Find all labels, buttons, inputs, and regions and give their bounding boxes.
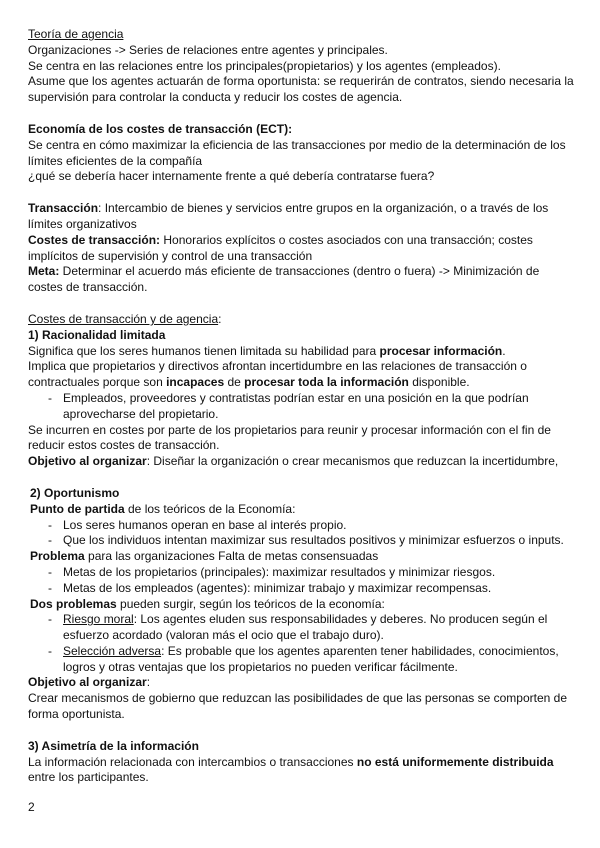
bold-text: procesar información	[379, 343, 503, 358]
section-title-costs-text: Costes de transacción y de agencia	[28, 311, 219, 326]
paragraph	[28, 675, 576, 691]
paragraph	[28, 755, 576, 787]
colon: :	[146, 675, 151, 690]
bold-text: no está uniformemente distribuida	[356, 754, 554, 769]
spacer	[28, 185, 576, 201]
term-text: Honorarios explícitos o costes asociados con una transacción; costes implícitos de supervisión y control de una transacción	[28, 232, 533, 263]
term-label: Dos problemas	[30, 596, 117, 611]
paragraph: Asume que los agentes actuarán de forma oportunista: se requerirán de contratos, siendo necesaria la supervisión para controlar la conducta y reducir los costes de agencia.	[28, 74, 574, 105]
paragraph	[28, 502, 576, 518]
section-title-ect-text: Economía de los costes de transacción (ECT):	[28, 121, 293, 136]
bold-text: procesar toda la información	[244, 375, 409, 390]
text: .	[502, 343, 506, 358]
paragraph	[28, 344, 576, 360]
term-text: : Los agentes eluden sus responsabilidades y deberes. No producen según el esfuerzo acordado (valoran más el ocio que el trabajo duro).	[63, 612, 548, 643]
term-text: : Intercambio de bienes y servicios entre grupos en la organización, o a través de los límites organizativos	[28, 201, 549, 231]
text: disponible.	[408, 375, 470, 390]
paragraph: Se centra en las relaciones entre los principales(propietarios) y los agentes (empleados).	[28, 58, 501, 73]
text: Implica que propietarios y directivos afrontan incertidumbre en las relaciones de transacción o contractuales porque son	[28, 359, 527, 390]
heading-information-asymmetry	[28, 739, 576, 755]
bullet-list	[28, 518, 576, 550]
paragraph: Organizaciones -> Series de relaciones entre agentes y principales.	[28, 42, 388, 57]
bullet-list	[28, 612, 576, 675]
heading-text: 1) Racionalidad limitada	[28, 327, 166, 342]
text: Significa que los seres humanos tienen limitada su habilidad para	[28, 343, 380, 358]
text: La información relacionada con intercambios o transacciones	[28, 754, 357, 769]
spacer	[28, 106, 576, 122]
paragraph: ¿qué se debería hacer internamente frente a qué debería contratarse fuera?	[28, 169, 435, 184]
document-page	[28, 27, 576, 786]
list-item: - Metas de los empleados (agentes): minimizar trabajo y maximizar recompensas.	[28, 581, 576, 597]
term-text: : Diseñar la organización o crear mecanismos que reduzcan la incertidumbre,	[146, 454, 559, 469]
colon: :	[218, 311, 222, 326]
list-item: - Metas de los propietarios (principales): maximizar resultados y minimizar riesgos.	[28, 565, 576, 581]
term-text: Determinar el acuerdo más eficiente de transacciones (dentro o fuera) -> Minimización de costes de transacción.	[28, 264, 540, 295]
term-label: Riesgo moral	[63, 612, 134, 627]
term-label: Problema	[30, 549, 85, 564]
term-text: de los teóricos de la Economía:	[124, 501, 296, 516]
definition-transaction-costs	[28, 233, 576, 265]
heading-text: 3) Asimetría de la información	[28, 738, 199, 753]
text: de	[224, 375, 245, 390]
definition-goal	[28, 264, 576, 296]
heading-opportunism	[28, 486, 576, 502]
term-label: Transacción	[28, 201, 99, 216]
list-item	[28, 612, 576, 644]
paragraph	[28, 359, 576, 391]
paragraph	[28, 454, 576, 470]
spacer	[28, 723, 576, 739]
term-text: para las organizaciones Falta de metas consensuadas	[84, 549, 379, 564]
section-title-ect	[28, 122, 576, 138]
paragraph	[28, 549, 576, 565]
spacer	[28, 470, 576, 486]
text: entre los participantes.	[28, 770, 149, 785]
bold-text: incapaces	[166, 375, 225, 390]
paragraph: Crear mecanismos de gobierno que reduzcan las posibilidades de que las personas se comporten de forma oportunista.	[28, 691, 567, 722]
term-label: Costes de transacción:	[28, 232, 161, 247]
bullet-list	[28, 391, 576, 423]
term-text: : Es probable que los agentes aparenten tener habilidades, conocimientos, logros y otras ventajas que los propietarios no pueden verificar fácilmente.	[63, 643, 559, 674]
paragraph: Se centra en cómo maximizar la eficiencia de las transacciones por medio de la determinación de los límites eficientes de la compañía	[28, 137, 566, 168]
section-title-agency-theory: Teoría de agencia	[28, 27, 124, 41]
list-item: - Que los individuos intentan maximizar sus resultados positivos y minimizar esfuerzos o inputs.	[28, 533, 576, 549]
list-item: - Empleados, proveedores y contratistas podrían estar en una posición en la que podrían aprovecharse del propietario.	[28, 391, 576, 423]
term-label: Selección adversa	[63, 643, 162, 658]
spacer	[28, 296, 576, 312]
paragraph	[28, 597, 576, 613]
term-label: Objetivo al organizar	[28, 675, 147, 690]
definition-transaction	[28, 201, 576, 233]
term-label: Objetivo al organizar	[28, 454, 147, 469]
page-number: 2	[28, 800, 35, 814]
bullet-list	[28, 565, 576, 597]
heading-bounded-rationality	[28, 328, 576, 344]
term-text: pueden surgir, según los teóricos de la economía:	[116, 596, 385, 611]
section-title-costs	[28, 312, 576, 328]
term-label: Meta:	[28, 264, 60, 279]
list-item	[28, 644, 576, 676]
heading-text: 2) Oportunismo	[30, 485, 120, 500]
paragraph: Se incurren en costes por parte de los propietarios para reunir y procesar información con el fin de reducir estos costes de transacción.	[28, 422, 551, 453]
list-item: - Los seres humanos operan en base al interés propio.	[28, 518, 576, 534]
term-label: Punto de partida	[30, 501, 125, 516]
